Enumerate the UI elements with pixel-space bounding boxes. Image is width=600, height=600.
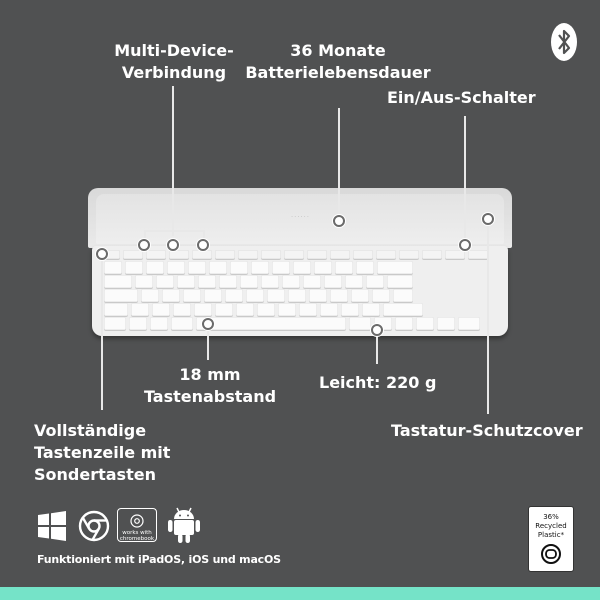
key bbox=[104, 261, 122, 274]
key bbox=[125, 261, 143, 274]
key bbox=[215, 303, 233, 316]
key bbox=[349, 317, 371, 330]
key bbox=[150, 317, 168, 330]
callout-dot bbox=[96, 248, 108, 260]
key bbox=[177, 275, 195, 288]
battery-label: 36 Monate Batterielebensdauer bbox=[245, 41, 431, 82]
accent-bar bbox=[0, 587, 600, 600]
key bbox=[169, 250, 189, 259]
key bbox=[156, 275, 174, 288]
callout-dot bbox=[197, 239, 209, 251]
recycled-plastic-icon bbox=[528, 506, 574, 572]
key-row bbox=[104, 275, 413, 288]
compatibility-text: Funktioniert mit iPadOS, iOS und macOS bbox=[37, 553, 281, 566]
callout-line bbox=[207, 328, 209, 360]
key bbox=[215, 250, 235, 259]
key bbox=[278, 303, 296, 316]
key bbox=[188, 261, 206, 274]
key bbox=[240, 275, 258, 288]
key bbox=[104, 289, 138, 302]
key bbox=[376, 250, 396, 259]
key bbox=[372, 289, 390, 302]
key bbox=[236, 303, 254, 316]
callout-dot bbox=[371, 324, 383, 336]
key bbox=[131, 303, 149, 316]
key bbox=[393, 289, 413, 302]
key bbox=[437, 317, 455, 330]
key bbox=[238, 250, 258, 259]
key bbox=[362, 303, 380, 316]
chromebook-badge-line2: chromebook bbox=[119, 536, 155, 542]
callout-dot bbox=[167, 239, 179, 251]
key bbox=[445, 250, 465, 259]
callout-line bbox=[172, 86, 174, 236]
recycled-line2: Recycled bbox=[535, 522, 567, 530]
key bbox=[198, 275, 216, 288]
callout-dot bbox=[202, 318, 214, 330]
key bbox=[173, 303, 191, 316]
key bbox=[341, 303, 359, 316]
key bbox=[345, 275, 363, 288]
multi-device-label: Multi-Device- Verbindung bbox=[114, 41, 234, 82]
key bbox=[141, 289, 159, 302]
key bbox=[458, 317, 480, 330]
key bbox=[387, 275, 413, 288]
key bbox=[335, 261, 353, 274]
key bbox=[468, 250, 488, 259]
key bbox=[399, 250, 419, 259]
callout-line bbox=[376, 336, 378, 364]
key bbox=[309, 289, 327, 302]
key bbox=[422, 250, 442, 259]
keyboard-keys bbox=[104, 250, 498, 332]
key-row bbox=[104, 261, 413, 274]
key bbox=[162, 289, 180, 302]
key bbox=[330, 250, 350, 259]
recycled-line3: Plastic* bbox=[537, 531, 565, 539]
key bbox=[293, 261, 311, 274]
key bbox=[320, 303, 338, 316]
callout-dot bbox=[333, 215, 345, 227]
callout-line bbox=[144, 230, 204, 232]
key bbox=[204, 289, 222, 302]
key bbox=[307, 250, 327, 259]
key bbox=[230, 261, 248, 274]
callout-line bbox=[101, 258, 103, 410]
bluetooth-icon bbox=[550, 22, 578, 62]
key bbox=[146, 261, 164, 274]
key bbox=[171, 317, 193, 330]
key bbox=[104, 303, 128, 316]
key bbox=[303, 275, 321, 288]
key bbox=[104, 275, 132, 288]
windows-icon bbox=[37, 511, 67, 541]
key bbox=[196, 317, 346, 330]
key bbox=[209, 261, 227, 274]
key bbox=[395, 317, 413, 330]
key bbox=[314, 261, 332, 274]
key bbox=[288, 289, 306, 302]
key bbox=[330, 289, 348, 302]
callout-line bbox=[464, 116, 466, 240]
key bbox=[129, 317, 147, 330]
key bbox=[135, 275, 153, 288]
key bbox=[353, 250, 373, 259]
key bbox=[152, 303, 170, 316]
weight-label: Leicht: 220 g bbox=[319, 373, 437, 392]
recycled-line1: 36% bbox=[543, 513, 559, 521]
key-row bbox=[104, 289, 413, 302]
key bbox=[183, 289, 201, 302]
key bbox=[284, 250, 304, 259]
key bbox=[146, 250, 166, 259]
chrome-icon bbox=[78, 510, 110, 542]
key bbox=[123, 250, 143, 259]
power-switch-label: Ein/Aus-Schalter bbox=[387, 88, 536, 107]
key bbox=[377, 261, 413, 274]
key bbox=[104, 317, 126, 330]
key bbox=[225, 289, 243, 302]
key-row bbox=[104, 317, 480, 330]
works-with-chromebook-icon bbox=[117, 508, 157, 542]
cover-label: Tastatur-Schutzcover bbox=[391, 421, 583, 440]
key bbox=[267, 289, 285, 302]
key bbox=[272, 261, 290, 274]
key bbox=[356, 261, 374, 274]
key bbox=[219, 275, 237, 288]
key bbox=[167, 261, 185, 274]
android-icon bbox=[167, 506, 201, 544]
callout-dot bbox=[482, 213, 494, 225]
key bbox=[194, 303, 212, 316]
key bbox=[324, 275, 342, 288]
recycle-ring-icon bbox=[541, 544, 561, 564]
callout-line bbox=[487, 222, 489, 414]
key bbox=[261, 275, 279, 288]
chromebook-badge-line1: works with bbox=[122, 530, 152, 536]
callout-dot bbox=[459, 239, 471, 251]
key bbox=[383, 303, 423, 316]
key bbox=[261, 250, 281, 259]
key bbox=[246, 289, 264, 302]
key bbox=[192, 250, 212, 259]
key bbox=[351, 289, 369, 302]
key-spacing-label: 18 mm Tastenabstand bbox=[143, 365, 277, 406]
full-row-label: Vollständige Tastenzeile mit Sondertasten bbox=[34, 421, 171, 484]
callout-line bbox=[338, 108, 340, 218]
key bbox=[251, 261, 269, 274]
keyboard-logo: · · · · · · bbox=[291, 214, 309, 220]
key bbox=[416, 317, 434, 330]
key-row bbox=[104, 303, 423, 316]
key bbox=[257, 303, 275, 316]
key bbox=[282, 275, 300, 288]
callout-dot bbox=[138, 239, 150, 251]
key bbox=[299, 303, 317, 316]
key bbox=[366, 275, 384, 288]
